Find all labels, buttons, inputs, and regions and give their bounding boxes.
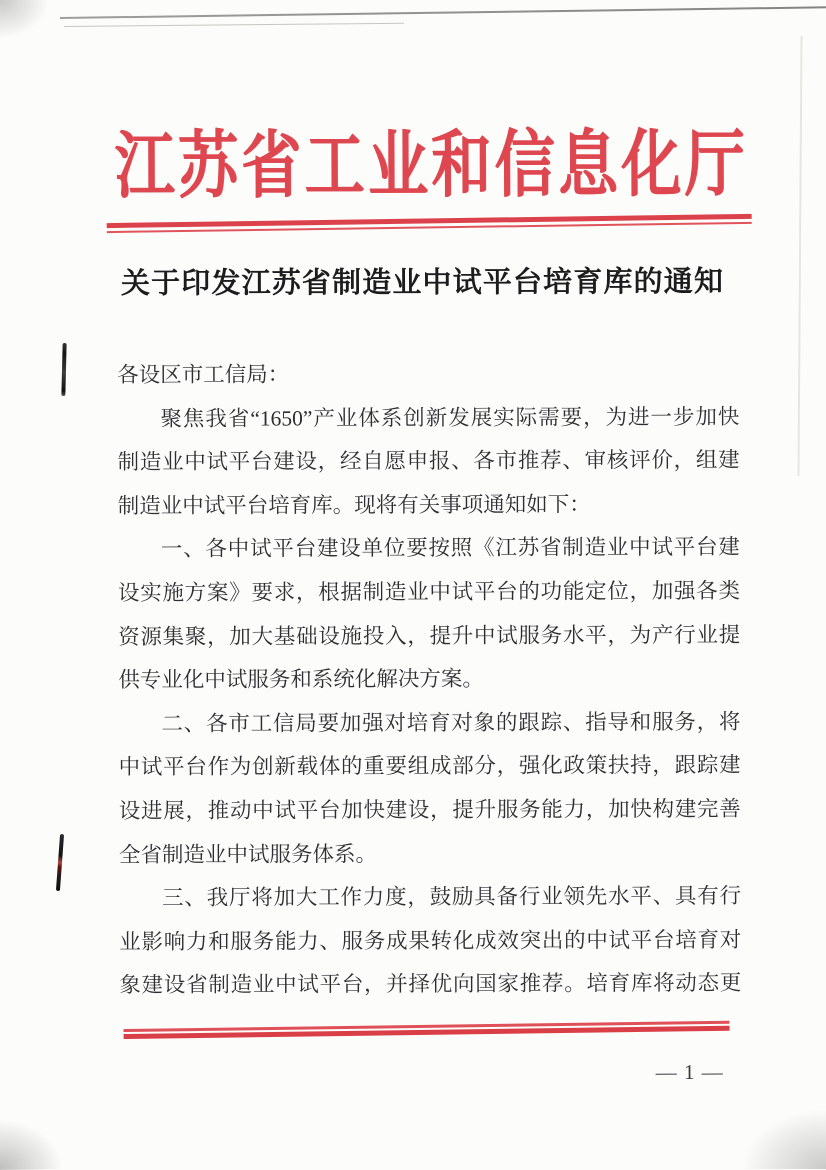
document-title: 关于印发江苏省制造业中试平台培育库的通知 — [120, 265, 724, 301]
issuing-agency-header: 江苏省工业和信息化厅 — [114, 124, 745, 208]
body-line: 二、各市工信局要加强对培育对象的跟踪、指导和服务，将 — [161, 709, 741, 736]
body-line: 全省制造业中试服务体系。 — [118, 841, 377, 867]
body-line: 资源集聚，加大基础设施投入，提升中试服务水平，为产行业提 — [118, 622, 741, 649]
body-line: 设实施方案》要求，根据制造业中试平台的功能定位，加强各类 — [117, 578, 741, 605]
body-text — [117, 352, 741, 1008]
header-red-rule — [107, 214, 752, 233]
body-line: 设进展，推动中试平台加快建设，提升服务能力，加快构建完善 — [118, 796, 741, 823]
body-line: 象建设省制造业中试平台，并择优向国家推荐。培育库将动态更 — [119, 971, 742, 998]
page-number: — 1 — — [655, 1059, 724, 1085]
body-line: 供专业化中试服务和系统化解决方案。 — [118, 666, 484, 693]
body-line: 三、我厅将加大工作力度，鼓励具备行业领先水平、具有行 — [162, 883, 742, 911]
body-line: 一、各中试平台建设单位要按照《江苏省制造业中试平台建 — [160, 535, 740, 562]
body-line: 各设区市工信局： — [117, 362, 290, 388]
footer-red-rule — [123, 1021, 729, 1039]
body-line: 聚焦我省“1650”产业体系创新发展实际需要，为进一步加快 — [160, 404, 740, 431]
body-line: 制造业中试平台建设，经自愿申报、各市推荐、审核评价，组建 — [117, 448, 740, 475]
body-line: 中试平台作为创新载体的重要组成部分，强化政策扶持，跟踪建 — [118, 753, 741, 780]
body-line: 制造业中试平台培育库。现将有关事项通知如下： — [117, 492, 591, 518]
body-line: 业影响力和服务能力、服务成果转化成效突出的中试平台培育对 — [119, 927, 742, 954]
